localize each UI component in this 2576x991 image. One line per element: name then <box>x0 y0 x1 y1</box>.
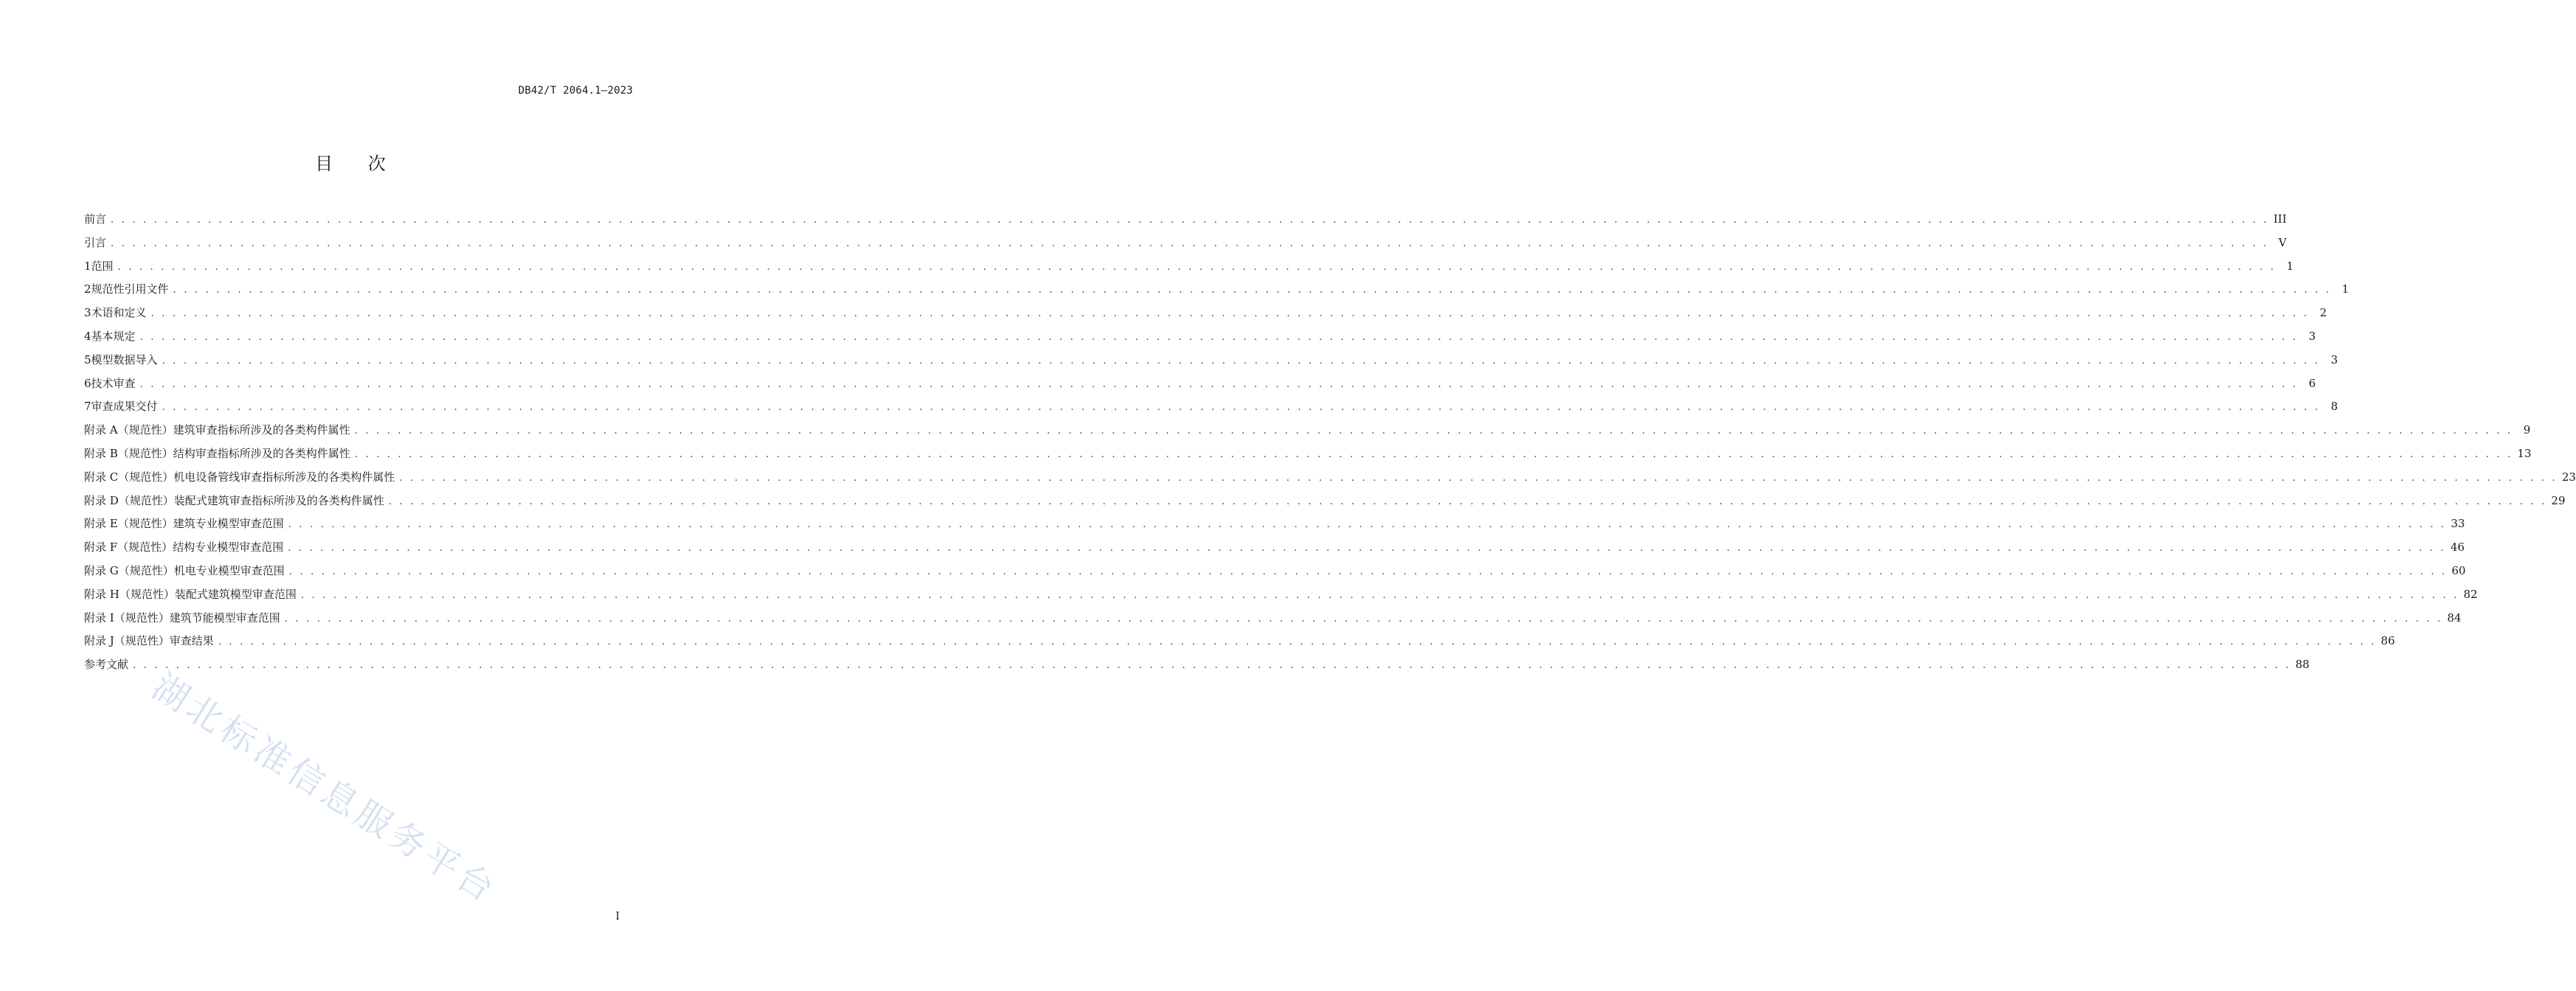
toc-leader-dots: . . . . . . . . . . . . . . . . . . . . . . . . . . . . . . . . . . . . . . . . . . . . . . . . . . . . . . . . . . . . . . . . . . . . . . . . . . . . . . . . . . . . . . . . . . . . . . . . . . . . . . . . . . . . . . . . . . . . . . . . . . . . . . . . . . . . . . . . . . . . . . . . . . . . . . . . . . . . . . . . . . . . . . . . . . . . . . . . . . . . . . . . . . . . . . . . . . . . . . . . <box>173 285 2332 296</box>
toc-entry-page: 6 <box>2308 376 2316 390</box>
toc-entry-appendix-label: 附录 I（规范性） <box>84 611 170 625</box>
toc-leader-dots: . . . . . . . . . . . . . . . . . . . . . . . . . . . . . . . . . . . . . . . . . . . . . . . . . . . . . . . . . . . . . . . . . . . . . . . . . . . . . . . . . . . . . . . . . . . . . . . . . . . . . . . . . . . . . . . . . . . . . . . . . . . . . . . . . . . . . . . . . . . . . . . . . . . . . . . . . . . . . . . . . . . . . . . . . . . . . . . . . . . . . . . . . . . . . . . . . . . . . . . . <box>354 448 2513 460</box>
toc-leader-dots: . . . . . . . . . . . . . . . . . . . . . . . . . . . . . . . . . . . . . . . . . . . . . . . . . . . . . . . . . . . . . . . . . . . . . . . . . . . . . . . . . . . . . . . . . . . . . . . . . . . . . . . . . . . . . . . . . . . . . . . . . . . . . . . . . . . . . . . . . . . . . . . . . . . . . . . . . . . . . . . . . . . . . . . . . . . . . . . . . . . . . . . . . . . . . . . . . . . . . . . . <box>218 636 2377 648</box>
page-number: I <box>615 911 620 922</box>
toc-entry[interactable] <box>84 610 2462 633</box>
toc-leader-dots: . . . . . . . . . . . . . . . . . . . . . . . . . . . . . . . . . . . . . . . . . . . . . . . . . . . . . . . . . . . . . . . . . . . . . . . . . . . . . . . . . . . . . . . . . . . . . . . . . . . . . . . . . . . . . . . . . . . . . . . . . . . . . . . . . . . . . . . . . . . . . . . . . . . . . . . . . . . . . . . . . . . . . . . . . . . . . . . . . . . . . . . . . . . . . . . . . . . . . . . . <box>139 378 2299 390</box>
toc-entry-page: 23 <box>2561 470 2576 484</box>
toc-leader-dots: . . . . . . . . . . . . . . . . . . . . . . . . . . . . . . . . . . . . . . . . . . . . . . . . . . . . . . . . . . . . . . . . . . . . . . . . . . . . . . . . . . . . . . . . . . . . . . . . . . . . . . . . . . . . . . . . . . . . . . . . . . . . . . . . . . . . . . . . . . . . . . . . . . . . . . . . . . . . . . . . . . . . . . . . . . . . . . . . . . . . . . . . . . . . . . . . . . . . . . . . <box>111 215 2269 226</box>
toc-leader-dots: . . . . . . . . . . . . . . . . . . . . . . . . . . . . . . . . . . . . . . . . . . . . . . . . . . . . . . . . . . . . . . . . . . . . . . . . . . . . . . . . . . . . . . . . . . . . . . . . . . . . . . . . . . . . . . . . . . . . . . . . . . . . . . . . . . . . . . . . . . . . . . . . . . . . . . . . . . . . . . . . . . . . . . . . . . . . . . . . . . . . . . . . . . . . . . . . . . . . . . . . <box>139 331 2299 343</box>
toc-entry[interactable] <box>84 493 2566 516</box>
toc-entry-appendix-label: 附录 C（规范性） <box>84 470 174 484</box>
toc-entry-appendix-label: 附录 J（规范性） <box>84 634 170 648</box>
toc-entry-number: 2 <box>84 282 91 296</box>
toc-entry-page: 13 <box>2517 446 2532 460</box>
toc-leader-dots: . . . . . . . . . . . . . . . . . . . . . . . . . . . . . . . . . . . . . . . . . . . . . . . . . . . . . . . . . . . . . . . . . . . . . . . . . . . . . . . . . . . . . . . . . . . . . . . . . . . . . . . . . . . . . . . . . . . . . . . . . . . . . . . . . . . . . . . . . . . . . . . . . . . . . . . . . . . . . . . . . . . . . . . . . . . . . . . . . . . . . . . . . . . . . . . . . . . . . . . . <box>162 402 2321 414</box>
toc-entry-appendix-label: 附录 G（规范性） <box>84 563 174 577</box>
toc-leader-dots: . . . . . . . . . . . . . . . . . . . . . . . . . . . . . . . . . . . . . . . . . . . . . . . . . . . . . . . . . . . . . . . . . . . . . . . . . . . . . . . . . . . . . . . . . . . . . . . . . . . . . . . . . . . . . . . . . . . . . . . . . . . . . . . . . . . . . . . . . . . . . . . . . . . . . . . . . . . . . . . . . . . . . . . . . . . . . . . . . . . . . . . . . . . . . . . . . . . . . . . . <box>111 237 2269 249</box>
toc-entry[interactable] <box>84 258 2294 282</box>
toc-leader-dots: . . . . . . . . . . . . . . . . . . . . . . . . . . . . . . . . . . . . . . . . . . . . . . . . . . . . . . . . . . . . . . . . . . . . . . . . . . . . . . . . . . . . . . . . . . . . . . . . . . . . . . . . . . . . . . . . . . . . . . . . . . . . . . . . . . . . . . . . . . . . . . . . . . . . . . . . . . . . . . . . . . . . . . . . . . . . . . . . . . . . . . . . . . . . . . . . . . . . . . . . <box>133 660 2291 672</box>
toc-entry-page: 84 <box>2447 611 2462 625</box>
toc-entry-page: 29 <box>2551 493 2566 507</box>
toc-entry-page: 9 <box>2523 423 2531 437</box>
toc-entry-page: 82 <box>2463 587 2478 601</box>
toc-entry[interactable] <box>84 211 2287 234</box>
document-code: DB42/T 2064.1—2023 <box>518 85 633 97</box>
toc-leader-dots: . . . . . . . . . . . . . . . . . . . . . . . . . . . . . . . . . . . . . . . . . . . . . . . . . . . . . . . . . . . . . . . . . . . . . . . . . . . . . . . . . . . . . . . . . . . . . . . . . . . . . . . . . . . . . . . . . . . . . . . . . . . . . . . . . . . . . . . . . . . . . . . . . . . . . . . . . . . . . . . . . . . . . . . . . . . . . . . . . . . . . . . . . . . . . . . . . . . . . . . . <box>288 519 2447 531</box>
toc-entry-page: V <box>2278 235 2287 249</box>
toc-entry-page: 33 <box>2451 517 2465 531</box>
toc-entry-number: 4 <box>84 329 91 343</box>
toc-entry-page: 8 <box>2330 400 2338 414</box>
toc-leader-dots: . . . . . . . . . . . . . . . . . . . . . . . . . . . . . . . . . . . . . . . . . . . . . . . . . . . . . . . . . . . . . . . . . . . . . . . . . . . . . . . . . . . . . . . . . . . . . . . . . . . . . . . . . . . . . . . . . . . . . . . . . . . . . . . . . . . . . . . . . . . . . . . . . . . . . . . . . . . . . . . . . . . . . . . . . . . . . . . . . . . . . . . . . . . . . . . . . . . . . . . . <box>388 496 2547 507</box>
toc-entry-title: 参考文献 <box>84 658 129 672</box>
toc-entry-title: 范围 <box>91 259 114 273</box>
toc-entry-title: 引言 <box>84 235 107 249</box>
toc-entry-title: 装配式建筑审查指标所涉及的各类构件属性 <box>173 493 384 507</box>
toc-leader-dots: . . . . . . . . . . . . . . . . . . . . . . . . . . . . . . . . . . . . . . . . . . . . . . . . . . . . . . . . . . . . . . . . . . . . . . . . . . . . . . . . . . . . . . . . . . . . . . . . . . . . . . . . . . . . . . . . . . . . . . . . . . . . . . . . . . . . . . . . . . . . . . . . . . . . . . . . . . . . . . . . . . . . . . . . . . . . . . . . . . . . . . . . . . . . . . . . . . . . . . . . <box>288 566 2448 577</box>
toc-leader-dots: . . . . . . . . . . . . . . . . . . . . . . . . . . . . . . . . . . . . . . . . . . . . . . . . . . . . . . . . . . . . . . . . . . . . . . . . . . . . . . . . . . . . . . . . . . . . . . . . . . . . . . . . . . . . . . . . . . . . . . . . . . . . . . . . . . . . . . . . . . . . . . . . . . . . . . . . . . . . . . . . . . . . . . . . . . . . . . . . . . . . . . . . . . . . . . . . . . . . . . . . <box>117 261 2276 273</box>
toc-entry-title: 前言 <box>84 212 107 226</box>
toc-entry-appendix-label: 附录 A（规范性） <box>84 423 173 437</box>
toc-entry[interactable] <box>84 445 2532 469</box>
toc-entry[interactable] <box>84 469 2576 493</box>
toc-entry-title: 模型数据导入 <box>91 352 158 366</box>
toc-leader-dots: . . . . . . . . . . . . . . . . . . . . . . . . . . . . . . . . . . . . . . . . . . . . . . . . . . . . . . . . . . . . . . . . . . . . . . . . . . . . . . . . . . . . . . . . . . . . . . . . . . . . . . . . . . . . . . . . . . . . . . . . . . . . . . . . . . . . . . . . . . . . . . . . . . . . . . . . . . . . . . . . . . . . . . . . . . . . . . . . . . . . . . . . . . . . . . . . . . . . . . . . <box>300 589 2459 601</box>
toc-leader-dots: . . . . . . . . . . . . . . . . . . . . . . . . . . . . . . . . . . . . . . . . . . . . . . . . . . . . . . . . . . . . . . . . . . . . . . . . . . . . . . . . . . . . . . . . . . . . . . . . . . . . . . . . . . . . . . . . . . . . . . . . . . . . . . . . . . . . . . . . . . . . . . . . . . . . . . . . . . . . . . . . . . . . . . . . . . . . . . . . . . . . . . . . . . . . . . . . . . . . . . . . <box>288 543 2446 554</box>
toc-entry-title: 机电设备管线审查指标所涉及的各类构件属性 <box>173 470 395 484</box>
toc-entry-page: 1 <box>2341 282 2350 296</box>
toc-entry[interactable] <box>84 352 2338 375</box>
toc-entry-title: 结构审查指标所涉及的各类构件属性 <box>173 446 350 460</box>
toc-entry-appendix-label: 附录 B（规范性） <box>84 446 173 460</box>
toc-entry[interactable] <box>84 375 2316 399</box>
toc-entry-number: 3 <box>84 306 91 320</box>
toc-entry-page: 86 <box>2381 634 2395 648</box>
toc-entry[interactable] <box>84 515 2465 539</box>
toc-entry-page: 2 <box>2319 306 2327 320</box>
toc-entry-page: 3 <box>2308 329 2316 343</box>
toc-entry-title: 建筑审查指标所涉及的各类构件属性 <box>173 423 350 437</box>
toc-entry[interactable] <box>84 305 2327 328</box>
table-of-contents <box>84 211 2576 680</box>
toc-entry-appendix-label: 附录 H（规范性） <box>84 587 175 601</box>
toc-entry-page: 46 <box>2450 540 2465 554</box>
toc-entry[interactable] <box>84 328 2316 352</box>
toc-entry-appendix-label: 附录 E（规范性） <box>84 517 173 531</box>
toc-entry-page: 88 <box>2295 658 2310 672</box>
toc-entry[interactable] <box>84 398 2338 422</box>
toc-entry-title: 建筑专业模型审查范围 <box>173 517 284 531</box>
toc-entry-title: 审查成果交付 <box>91 400 158 414</box>
toc-entry-page: 3 <box>2330 352 2338 366</box>
toc-entry-title: 机电专业模型审查范围 <box>173 563 285 577</box>
toc-entry[interactable] <box>84 422 2531 445</box>
toc-entry[interactable] <box>84 539 2465 563</box>
toc-entry-page: 1 <box>2286 259 2294 273</box>
toc-entry-title: 审查结果 <box>169 634 214 648</box>
toc-leader-dots: . . . . . . . . . . . . . . . . . . . . . . . . . . . . . . . . . . . . . . . . . . . . . . . . . . . . . . . . . . . . . . . . . . . . . . . . . . . . . . . . . . . . . . . . . . . . . . . . . . . . . . . . . . . . . . . . . . . . . . . . . . . . . . . . . . . . . . . . . . . . . . . . . . . . . . . . . . . . . . . . . . . . . . . . . . . . . . . . . . . . . . . . . . . . . . . . . . . . . . . . <box>162 355 2321 366</box>
toc-entry[interactable] <box>84 234 2287 258</box>
toc-entry-title: 建筑节能模型审查范围 <box>169 611 280 625</box>
toc-entry-title: 技术审查 <box>91 376 136 390</box>
toc-entry[interactable] <box>84 633 2395 656</box>
toc-entry[interactable] <box>84 656 2310 680</box>
toc-entry[interactable] <box>84 586 2478 610</box>
page-title: 目 次 <box>315 153 401 174</box>
toc-leader-dots: . . . . . . . . . . . . . . . . . . . . . . . . . . . . . . . . . . . . . . . . . . . . . . . . . . . . . . . . . . . . . . . . . . . . . . . . . . . . . . . . . . . . . . . . . . . . . . . . . . . . . . . . . . . . . . . . . . . . . . . . . . . . . . . . . . . . . . . . . . . . . . . . . . . . . . . . . . . . . . . . . . . . . . . . . . . . . . . . . . . . . . . . . . . . . . . . . . . . . . . . <box>150 308 2310 320</box>
toc-entry-appendix-label: 附录 D（规范性） <box>84 493 174 507</box>
toc-leader-dots: . . . . . . . . . . . . . . . . . . . . . . . . . . . . . . . . . . . . . . . . . . . . . . . . . . . . . . . . . . . . . . . . . . . . . . . . . . . . . . . . . . . . . . . . . . . . . . . . . . . . . . . . . . . . . . . . . . . . . . . . . . . . . . . . . . . . . . . . . . . . . . . . . . . . . . . . . . . . . . . . . . . . . . . . . . . . . . . . . . . . . . . . . . . . . . . . . . . . . . . . <box>284 613 2443 625</box>
toc-entry-page: 60 <box>2451 563 2466 577</box>
watermark: 湖北标准信息服务平台 <box>145 666 505 912</box>
toc-entry-title: 规范性引用文件 <box>91 282 169 296</box>
toc-leader-dots: . . . . . . . . . . . . . . . . . . . . . . . . . . . . . . . . . . . . . . . . . . . . . . . . . . . . . . . . . . . . . . . . . . . . . . . . . . . . . . . . . . . . . . . . . . . . . . . . . . . . . . . . . . . . . . . . . . . . . . . . . . . . . . . . . . . . . . . . . . . . . . . . . . . . . . . . . . . . . . . . . . . . . . . . . . . . . . . . . . . . . . . . . . . . . . . . . . . . . . . . <box>399 472 2558 484</box>
toc-entry[interactable] <box>84 281 2350 305</box>
toc-entry-title: 术语和定义 <box>91 306 147 320</box>
toc-leader-dots: . . . . . . . . . . . . . . . . . . . . . . . . . . . . . . . . . . . . . . . . . . . . . . . . . . . . . . . . . . . . . . . . . . . . . . . . . . . . . . . . . . . . . . . . . . . . . . . . . . . . . . . . . . . . . . . . . . . . . . . . . . . . . . . . . . . . . . . . . . . . . . . . . . . . . . . . . . . . . . . . . . . . . . . . . . . . . . . . . . . . . . . . . . . . . . . . . . . . . . . . <box>354 425 2513 437</box>
toc-entry-number: 1 <box>84 259 91 273</box>
toc-entry[interactable] <box>84 563 2466 586</box>
toc-entry-number: 7 <box>84 400 91 414</box>
toc-entry-number: 5 <box>84 352 91 366</box>
toc-entry-appendix-label: 附录 F（规范性） <box>84 540 173 554</box>
toc-entry-title: 结构专业模型审查范围 <box>173 540 284 554</box>
toc-entry-title: 基本规定 <box>91 329 136 343</box>
toc-entry-title: 装配式建筑模型审查范围 <box>174 587 297 601</box>
toc-entry-page: III <box>2273 212 2287 226</box>
toc-entry-number: 6 <box>84 376 91 390</box>
